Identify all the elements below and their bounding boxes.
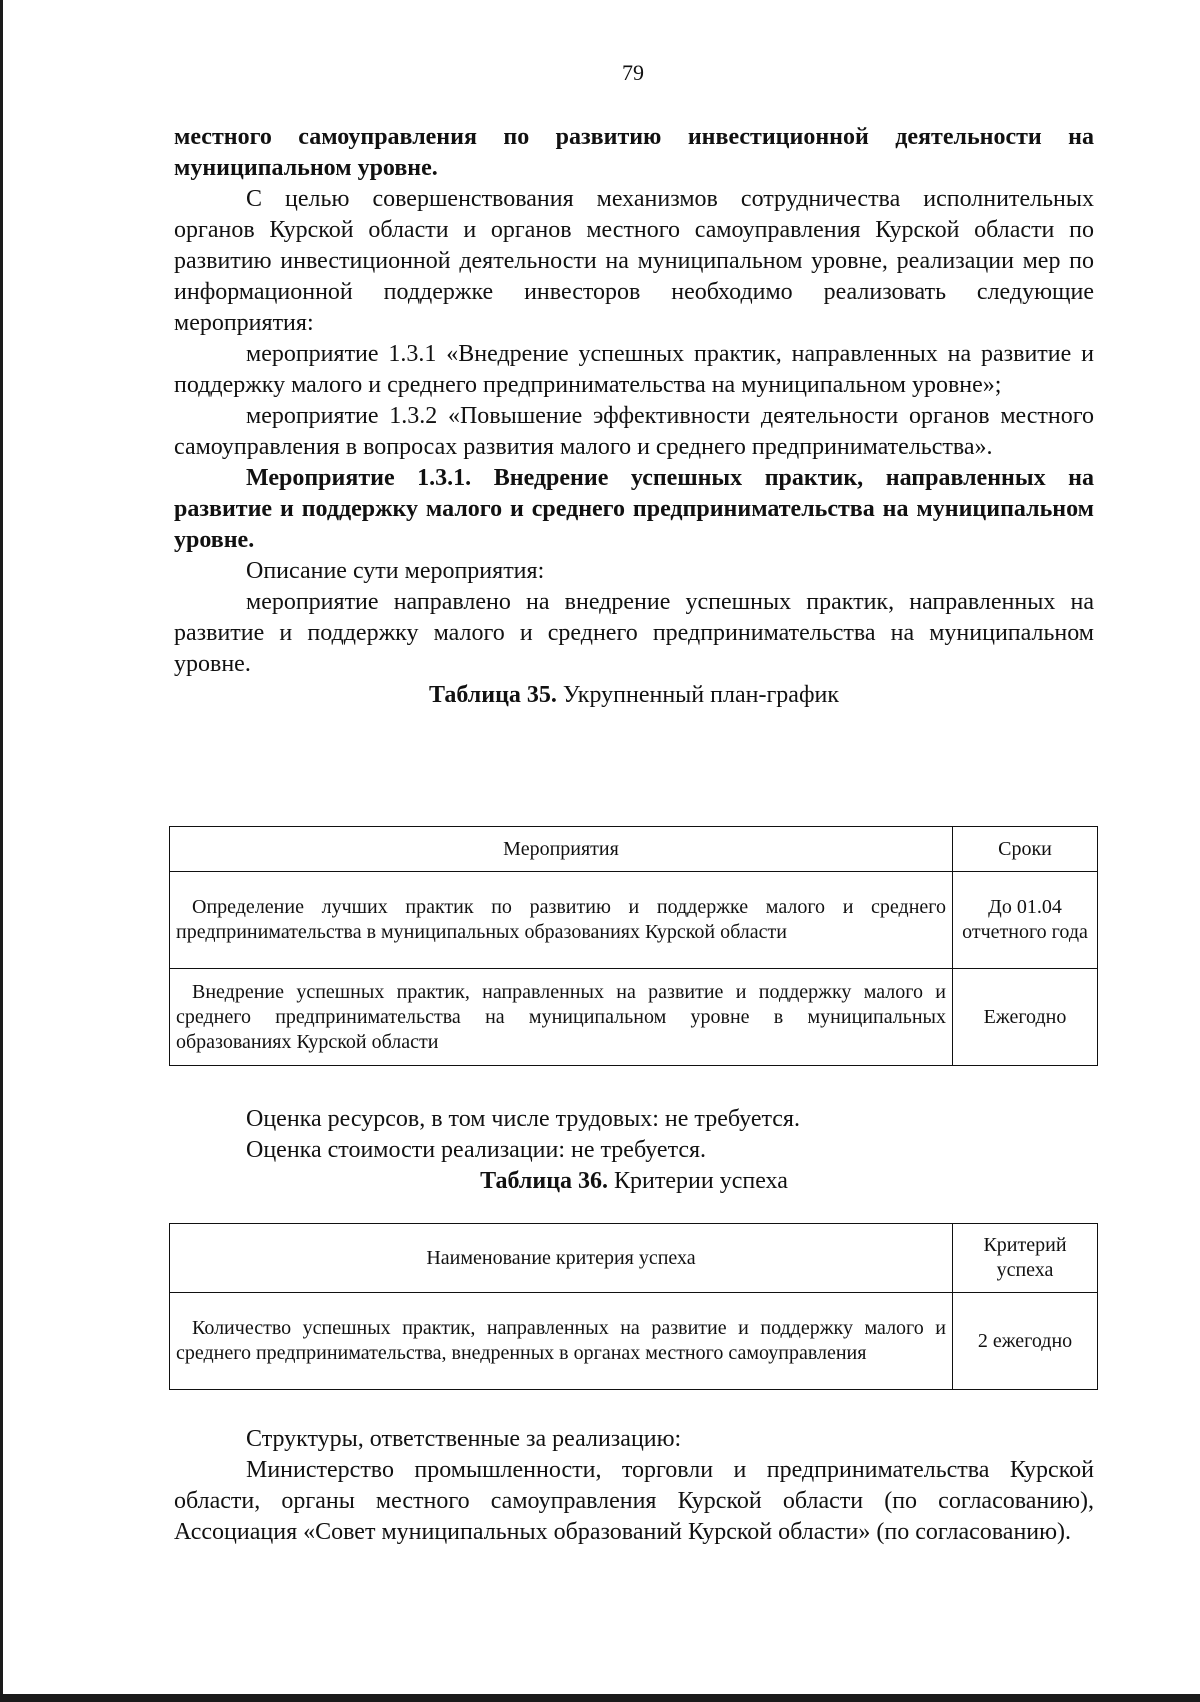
scan-left-edge — [0, 0, 3, 1702]
description-text: мероприятие направлено на внедрение успешных практик, направленных на развитие и поддержку малого и среднего предпринимательства на муниципальном уровне. — [174, 589, 1094, 677]
responsible-text: Министерство промышленности, торговли и предпринимательства Курской области, органы местного самоуправления Курской области (по согласованию), Ассоциация «Совет муниципальных образований Курской области» (по согласованию). — [174, 1457, 1094, 1545]
table-cell: Ежегодно — [953, 969, 1098, 1066]
intro-paragraph: С целью совершенствования механизмов сотрудничества исполнительных органов Курской области и органов местного самоуправления Курской области по развитию инвестиционной деятельности на муниципальном уровне, реализации мер по информационной поддержке инвесторов необходимо реализовать следующие мероприятия: — [174, 186, 1094, 336]
page-number: 79 — [622, 60, 644, 85]
table-35-caption-title: Укрупненный план-график — [556, 682, 840, 708]
table-36-caption-number: Таблица 36. — [480, 1168, 609, 1194]
table-35-caption — [174, 680, 1094, 711]
table-row — [170, 969, 1098, 1066]
table-36-caption-title: Критерии успеха — [608, 1168, 788, 1194]
table-35 — [169, 826, 1098, 1066]
table-header-row — [170, 827, 1098, 872]
description-label: Описание сути мероприятия: — [246, 558, 545, 584]
document-body — [174, 122, 1094, 711]
cost-estimate: Оценка стоимости реализации: не требуется. — [246, 1137, 707, 1163]
measure-heading: Мероприятие 1.3.1. Внедрение успешных практик, направленных на развитие и поддержку малого и среднего предпринимательства на муниципальном уровне. — [174, 465, 1094, 553]
scan-bottom-edge — [0, 1694, 1200, 1702]
measure-item: мероприятие 1.3.1 «Внедрение успешных практик, направленных на развитие и поддержку малого и среднего предпринимательства на муниципальном уровне»; — [174, 341, 1094, 398]
table-cell: 2 ежегодно — [953, 1293, 1098, 1390]
estimates-block — [174, 1104, 1094, 1197]
table-header-cell: Наименование критерия успеха — [170, 1224, 953, 1293]
resources-estimate: Оценка ресурсов, в том числе трудовых: не требуется. — [246, 1106, 800, 1132]
section-heading-continuation: местного самоуправления по развитию инвестиционной деятельности на муниципальном уровне. — [174, 124, 1094, 181]
table-cell: Определение лучших практик по развитию и поддержке малого и среднего предпринимательства в муниципальных образованиях Курской области — [170, 872, 953, 969]
table-header-cell: Сроки — [953, 827, 1098, 872]
table-cell: Количество успешных практик, направленных на развитие и поддержку малого и среднего предпринимательства, внедренных в органах местного самоуправления — [170, 1293, 953, 1390]
responsible-label: Структуры, ответственные за реализацию: — [246, 1426, 682, 1452]
table-header-cell: Критерий успеха — [953, 1224, 1098, 1293]
table-header-cell: Мероприятия — [170, 827, 953, 872]
table-row — [170, 872, 1098, 969]
table-36-caption — [174, 1166, 1094, 1197]
measure-item: мероприятие 1.3.2 «Повышение эффективности деятельности органов местного самоуправления в вопросах развития малого и среднего предпринимательства». — [174, 403, 1094, 460]
table-row — [170, 1293, 1098, 1390]
table-cell: До 01.04 отчетного года — [953, 872, 1098, 969]
table-35-caption-number: Таблица 35. — [428, 682, 557, 708]
table-cell: Внедрение успешных практик, направленных на развитие и поддержку малого и среднего предпринимательства на муниципальном уровне в муниципальных образованиях Курской области — [170, 969, 953, 1066]
responsible-block — [174, 1424, 1094, 1548]
table-36 — [169, 1223, 1098, 1390]
table-header-row — [170, 1224, 1098, 1293]
